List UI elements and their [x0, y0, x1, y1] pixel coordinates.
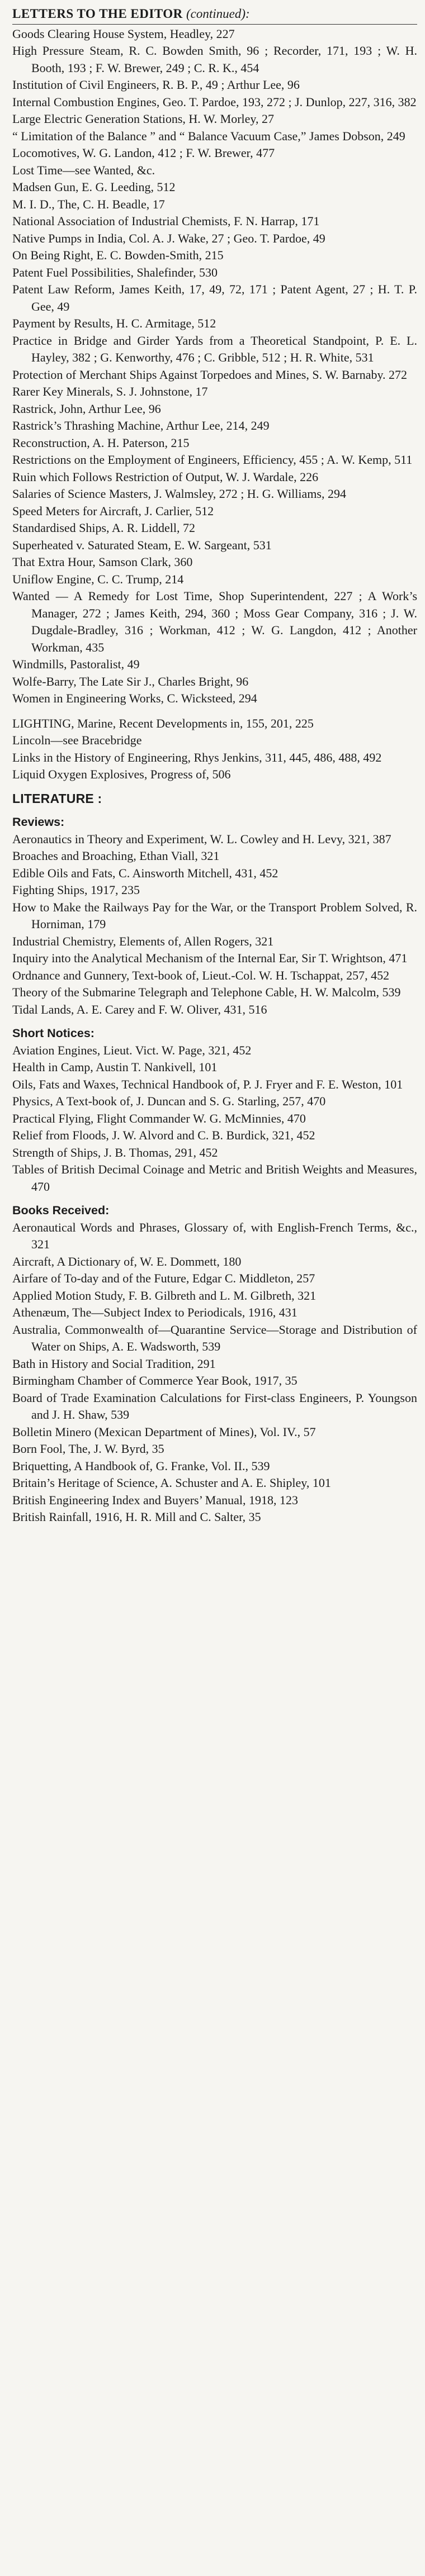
book-entry: British Engineering Index and Buyers’ Manual, 1918, 123	[12, 1493, 298, 1507]
continued-label: (continued):	[186, 7, 250, 21]
index-entry: Standardised Ships, A. R. Liddell, 72	[12, 521, 195, 535]
book-entry: Athenæum, The—Subject Index to Periodicals, 1916, 431	[12, 1305, 298, 1319]
book-entry: Applied Motion Study, F. B. Gilbreth and L. M. Gilbreth, 321	[12, 1288, 317, 1303]
index-entry: Liquid Oxygen Explosives, Progress of, 506	[12, 767, 231, 781]
book-entry: Board of Trade Examination Calculations for First-class Engineers, P. Youngson and J. H. Shaw, 539	[12, 1390, 417, 1422]
book-entry: Briquetting, A Handbook of, G. Franke, Vol. II., 539	[12, 1458, 270, 1473]
letters-list	[12, 26, 417, 707]
index-entry: Goods Clearing House System, Headley, 227	[12, 26, 235, 41]
notice-entry: Oils, Fats and Waxes, Technical Handbook of, P. J. Fryer and F. E. Weston, 101	[12, 1077, 403, 1091]
index-entry: Payment by Results, H. C. Armitage, 512	[12, 316, 216, 330]
index-entry: Rastrick’s Thrashing Machine, Arthur Lee, 214, 249	[12, 419, 270, 432]
book-entry: Bath in History and Social Tradition, 291	[12, 1356, 216, 1371]
letters-heading	[12, 6, 417, 25]
index-entry: Lincoln—see Bracebridge	[12, 733, 142, 747]
index-entry: Speed Meters for Aircraft, J. Carlier, 512	[12, 503, 214, 518]
book-entry: Aeronautical Words and Phrases, Glossary of, with English-French Terms, &c., 321	[12, 1220, 417, 1251]
notice-entry: Strength of Ships, J. B. Thomas, 291, 452	[12, 1145, 218, 1159]
index-entry: Large Electric Generation Stations, H. W. Morley, 27	[12, 112, 274, 126]
review-entry: How to Make the Railways Pay for the War, or the Transport Problem Solved, R. Horniman, 179	[12, 900, 417, 931]
review-entry: Aeronautics in Theory and Experiment, W. L. Cowley and H. Levy, 321, 387	[12, 831, 391, 846]
review-entry: Edible Oils and Fats, C. Ainsworth Mitchell, 431, 452	[12, 866, 278, 880]
misc-entries-list	[12, 715, 417, 783]
index-entry: Links in the History of Engineering, Rhys Jenkins, 311, 445, 486, 488, 492	[12, 750, 382, 764]
index-entry: Patent Fuel Possibilities, Shalefinder, 530	[12, 265, 218, 279]
notice-entry: Relief from Floods, J. W. Alvord and C. B. Burdick, 321, 452	[12, 1128, 315, 1142]
index-entry: Internal Combustion Engines, Geo. T. Pardoe, 193, 272 ; J. Dunlop, 227, 316, 382	[12, 94, 417, 109]
index-entry: Rarer Key Minerals, S. J. Johnstone, 17	[12, 384, 208, 398]
index-entry: National Association of Industrial Chemists, F. N. Harrap, 171	[12, 214, 320, 228]
book-entry: Bolletin Minero (Mexican Department of Mines), Vol. IV., 57	[12, 1424, 316, 1439]
index-entry: Wanted — A Remedy for Lost Time, Shop Superintendent, 227 ; A Work’s Manager, 272 ; James Keith, 294, 360 ; Moss Gear Company, 316 ; J. W. Dugdale-Bradley, 316 ; Workman, 412 ; W. G. Langdon, 412 ; Another Workman, 435	[12, 589, 417, 654]
reviews-heading: Reviews:	[12, 815, 65, 829]
spacer	[12, 707, 417, 715]
review-entry: Broaches and Broaching, Ethan Viall, 321	[12, 849, 220, 863]
review-entry: Fighting Ships, 1917, 235	[12, 883, 140, 897]
books-received-list	[12, 1219, 417, 1526]
book-entry: Birmingham Chamber of Commerce Year Book, 1917, 35	[12, 1373, 298, 1387]
notice-entry: Physics, A Text-book of, J. Duncan and S. G. Starling, 257, 470	[12, 1094, 326, 1108]
index-entry: M. I. D., The, C. H. Beadle, 17	[12, 197, 165, 211]
review-entry: Tidal Lands, A. E. Carey and F. W. Oliver, 431, 516	[12, 1002, 267, 1016]
index-entry: Windmills, Pastoralist, 49	[12, 657, 140, 671]
review-entry: Theory of the Submarine Telegraph and Telephone Cable, H. W. Malcolm, 539	[12, 985, 401, 999]
notice-entry: Practical Flying, Flight Commander W. G. McMinnies, 470	[12, 1111, 306, 1125]
index-entry: Institution of Civil Engineers, R. B. P., 49 ; Arthur Lee, 96	[12, 78, 300, 92]
index-entry: Superheated v. Saturated Steam, E. W. Sargeant, 531	[12, 538, 272, 552]
book-entry: Airfare of To-day and of the Future, Edgar C. Middleton, 257	[12, 1271, 315, 1285]
index-entry: Native Pumps in India, Col. A. J. Wake, 27 ; Geo. T. Pardoe, 49	[12, 231, 325, 245]
review-entry: Inquiry into the Analytical Mechanism of the Internal Ear, Sir T. Wrightson, 471	[12, 951, 408, 965]
index-entry: Madsen Gun, E. G. Leeding, 512	[12, 180, 176, 194]
index-entry: Ruin which Follows Restriction of Output, W. J. Wardale, 226	[12, 469, 319, 484]
index-entry: High Pressure Steam, R. C. Bowden Smith, 96 ; Recorder, 171, 193 ; W. H. Booth, 193 ; F. W. Brewer, 249 ; C. R. K., 454	[12, 44, 417, 75]
index-entry: Wolfe-Barry, The Late Sir J., Charles Bright, 96	[12, 674, 249, 688]
index-entry: Lost Time—see Wanted, &c.	[12, 163, 155, 177]
book-entry: Born Fool, The, J. W. Byrd, 35	[12, 1442, 164, 1456]
index-entry: On Being Right, E. C. Bowden-Smith, 215	[12, 248, 224, 262]
index-entry: Salaries of Science Masters, J. Walmsley, 272 ; H. G. Williams, 294	[12, 487, 346, 501]
books-received-heading: Books Received:	[12, 1204, 110, 1217]
index-entry: LIGHTING, Marine, Recent Developments in, 155, 201, 225	[12, 716, 314, 730]
index-entry: That Extra Hour, Samson Clark, 360	[12, 555, 193, 569]
review-entry: Industrial Chemistry, Elements of, Allen Rogers, 321	[12, 934, 274, 948]
letters-title: LETTERS TO THE EDITOR	[12, 7, 183, 21]
book-entry: Britain’s Heritage of Science, A. Schuster and A. E. Shipley, 101	[12, 1476, 331, 1490]
literature-heading: LITERATURE :	[12, 791, 102, 806]
book-entry: British Rainfall, 1916, H. R. Mill and C. Salter, 35	[12, 1510, 261, 1524]
short-notices-heading: Short Notices:	[12, 1026, 95, 1040]
index-entry: Locomotives, W. G. Landon, 412 ; F. W. Brewer, 477	[12, 146, 275, 160]
index-entry: Patent Law Reform, James Keith, 17, 49, 72, 171 ; Patent Agent, 27 ; H. T. P. Gee, 49	[12, 282, 417, 313]
index-entry: Reconstruction, A. H. Paterson, 215	[12, 435, 190, 450]
index-entry: “ Limitation of the Balance ” and “ Balance Vacuum Case,” James Dobson, 249	[12, 129, 405, 143]
notice-entry: Tables of British Decimal Coinage and Metric and British Weights and Measures, 470	[12, 1162, 417, 1194]
notice-entry: Aviation Engines, Lieut. Vict. W. Page, 321, 452	[12, 1043, 252, 1057]
index-entry: Restrictions on the Employment of Engineers, Efficiency, 455 ; A. W. Kemp, 511	[12, 453, 413, 467]
index-entry: Uniflow Engine, C. C. Trump, 214	[12, 572, 184, 586]
index-entry: Protection of Merchant Ships Against Torpedoes and Mines, S. W. Barnaby. 272	[12, 367, 408, 382]
review-entry: Ordnance and Gunnery, Text-book of, Lieut.-Col. W. H. Tschappat, 257, 452	[12, 968, 390, 982]
reviews-list	[12, 831, 417, 1019]
index-entry: Women in Engineering Works, C. Wicksteed, 294	[12, 691, 257, 705]
book-entry: Australia, Commonwealth of—Quarantine Service—Storage and Distribution of Water on Ships, A. E. Wadsworth, 539	[12, 1322, 417, 1353]
index-entry: Practice in Bridge and Girder Yards from a Theoretical Standpoint, P. E. L. Hayley, 382 ; G. Kenworthy, 476 ; C. Gribble, 512 ; H. R. White, 531	[12, 333, 417, 364]
index-entry: Rastrick, John, Arthur Lee, 96	[12, 401, 161, 416]
notice-entry: Health in Camp, Austin T. Nankivell, 101	[12, 1060, 218, 1074]
short-notices-list	[12, 1042, 417, 1196]
book-entry: Aircraft, A Dictionary of, W. E. Dommett, 180	[12, 1254, 242, 1268]
